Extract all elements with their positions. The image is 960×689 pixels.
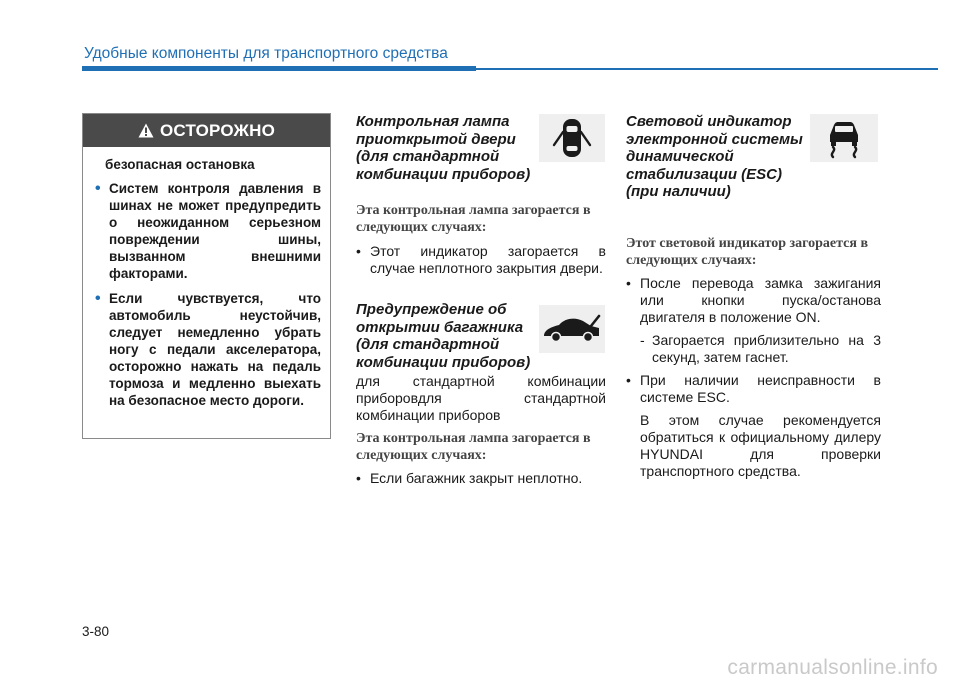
caution-box <box>82 113 331 439</box>
caution-item: • Если чувствуется, что автомобиль неустойчив, следует немедленно убрать ногу с педали акселератора, осторожно нажать на педаль тормоза и медленно выехать на безопасное место дороги. <box>95 290 321 408</box>
bullet-icon: • <box>95 180 101 197</box>
door-lamp-bullet: • Этот индикатор загорается в случае неплотного закрытия двери. <box>356 243 606 276</box>
trunk-open-icon <box>541 312 603 346</box>
door-lamp-subhead: Эта контрольная лампа загорается в следующих случаях: <box>356 203 591 235</box>
esc-title: Световой индикатор электронной системы динамической стабилизации (ESC) (при наличии) <box>626 113 803 200</box>
trunk-warning-title: Предупреждение об открытии багажника (для стандартной комбинации приборов) <box>356 301 531 371</box>
esc-bullet-2-para: В этом случае рекомендуется обратиться к официальному дилеру HYUNDAI для проверки транспортного средства. <box>640 412 881 479</box>
esc-icon-box <box>810 114 878 162</box>
caution-header <box>83 114 330 147</box>
header-rule-thin <box>476 68 938 70</box>
door-lamp-icon-box <box>539 114 605 162</box>
bullet-icon: • <box>95 290 101 307</box>
door-open-icon <box>547 117 597 159</box>
section-header: Удобные компоненты для транспортного средства <box>84 45 448 62</box>
trunk-icon-box <box>539 305 605 353</box>
right-column <box>626 113 881 480</box>
trunk-warning-subhead: Эта контрольная лампа загорается в следующих случаях: <box>356 431 591 463</box>
page-number: 3-80 <box>82 624 110 639</box>
caution-title: ОСТОРОЖНО <box>159 120 276 140</box>
warning-triangle-icon <box>138 123 154 138</box>
esc-sub-item: - Загорается приблизительно на 3 секунд, затем гаснет. <box>640 332 881 365</box>
header-rule-thick <box>82 66 476 71</box>
esc-skid-icon <box>819 117 869 159</box>
caution-item: • Систем контроля давления в шинах не может предупредить о неожиданном серьезном повреждении шины, вызванном внешними факторами. <box>95 180 321 281</box>
door-lamp-title: Контрольная лампа приоткрытой двери (для стандартной комбинации приборов) <box>356 113 531 183</box>
esc-subhead: Этот световой индикатор загорается в следующих случаях: <box>626 236 869 268</box>
esc-bullet-1: • После перевода замка зажигания или кнопки пуска/останова двигателя в положение ON. <box>626 275 881 325</box>
middle-column <box>356 113 606 487</box>
esc-bullet-2: • При наличии неисправности в системе ESC. <box>626 372 881 405</box>
caution-intro: безопасная остановка <box>105 157 255 172</box>
trunk-warning-bullet: • Если багажник закрыт неплотно. <box>356 470 583 486</box>
trunk-warning-text: для стандартной комбинации приборовдля стандартной комбинации приборов <box>356 373 606 423</box>
watermark: carmanualsonline.info <box>727 656 938 679</box>
